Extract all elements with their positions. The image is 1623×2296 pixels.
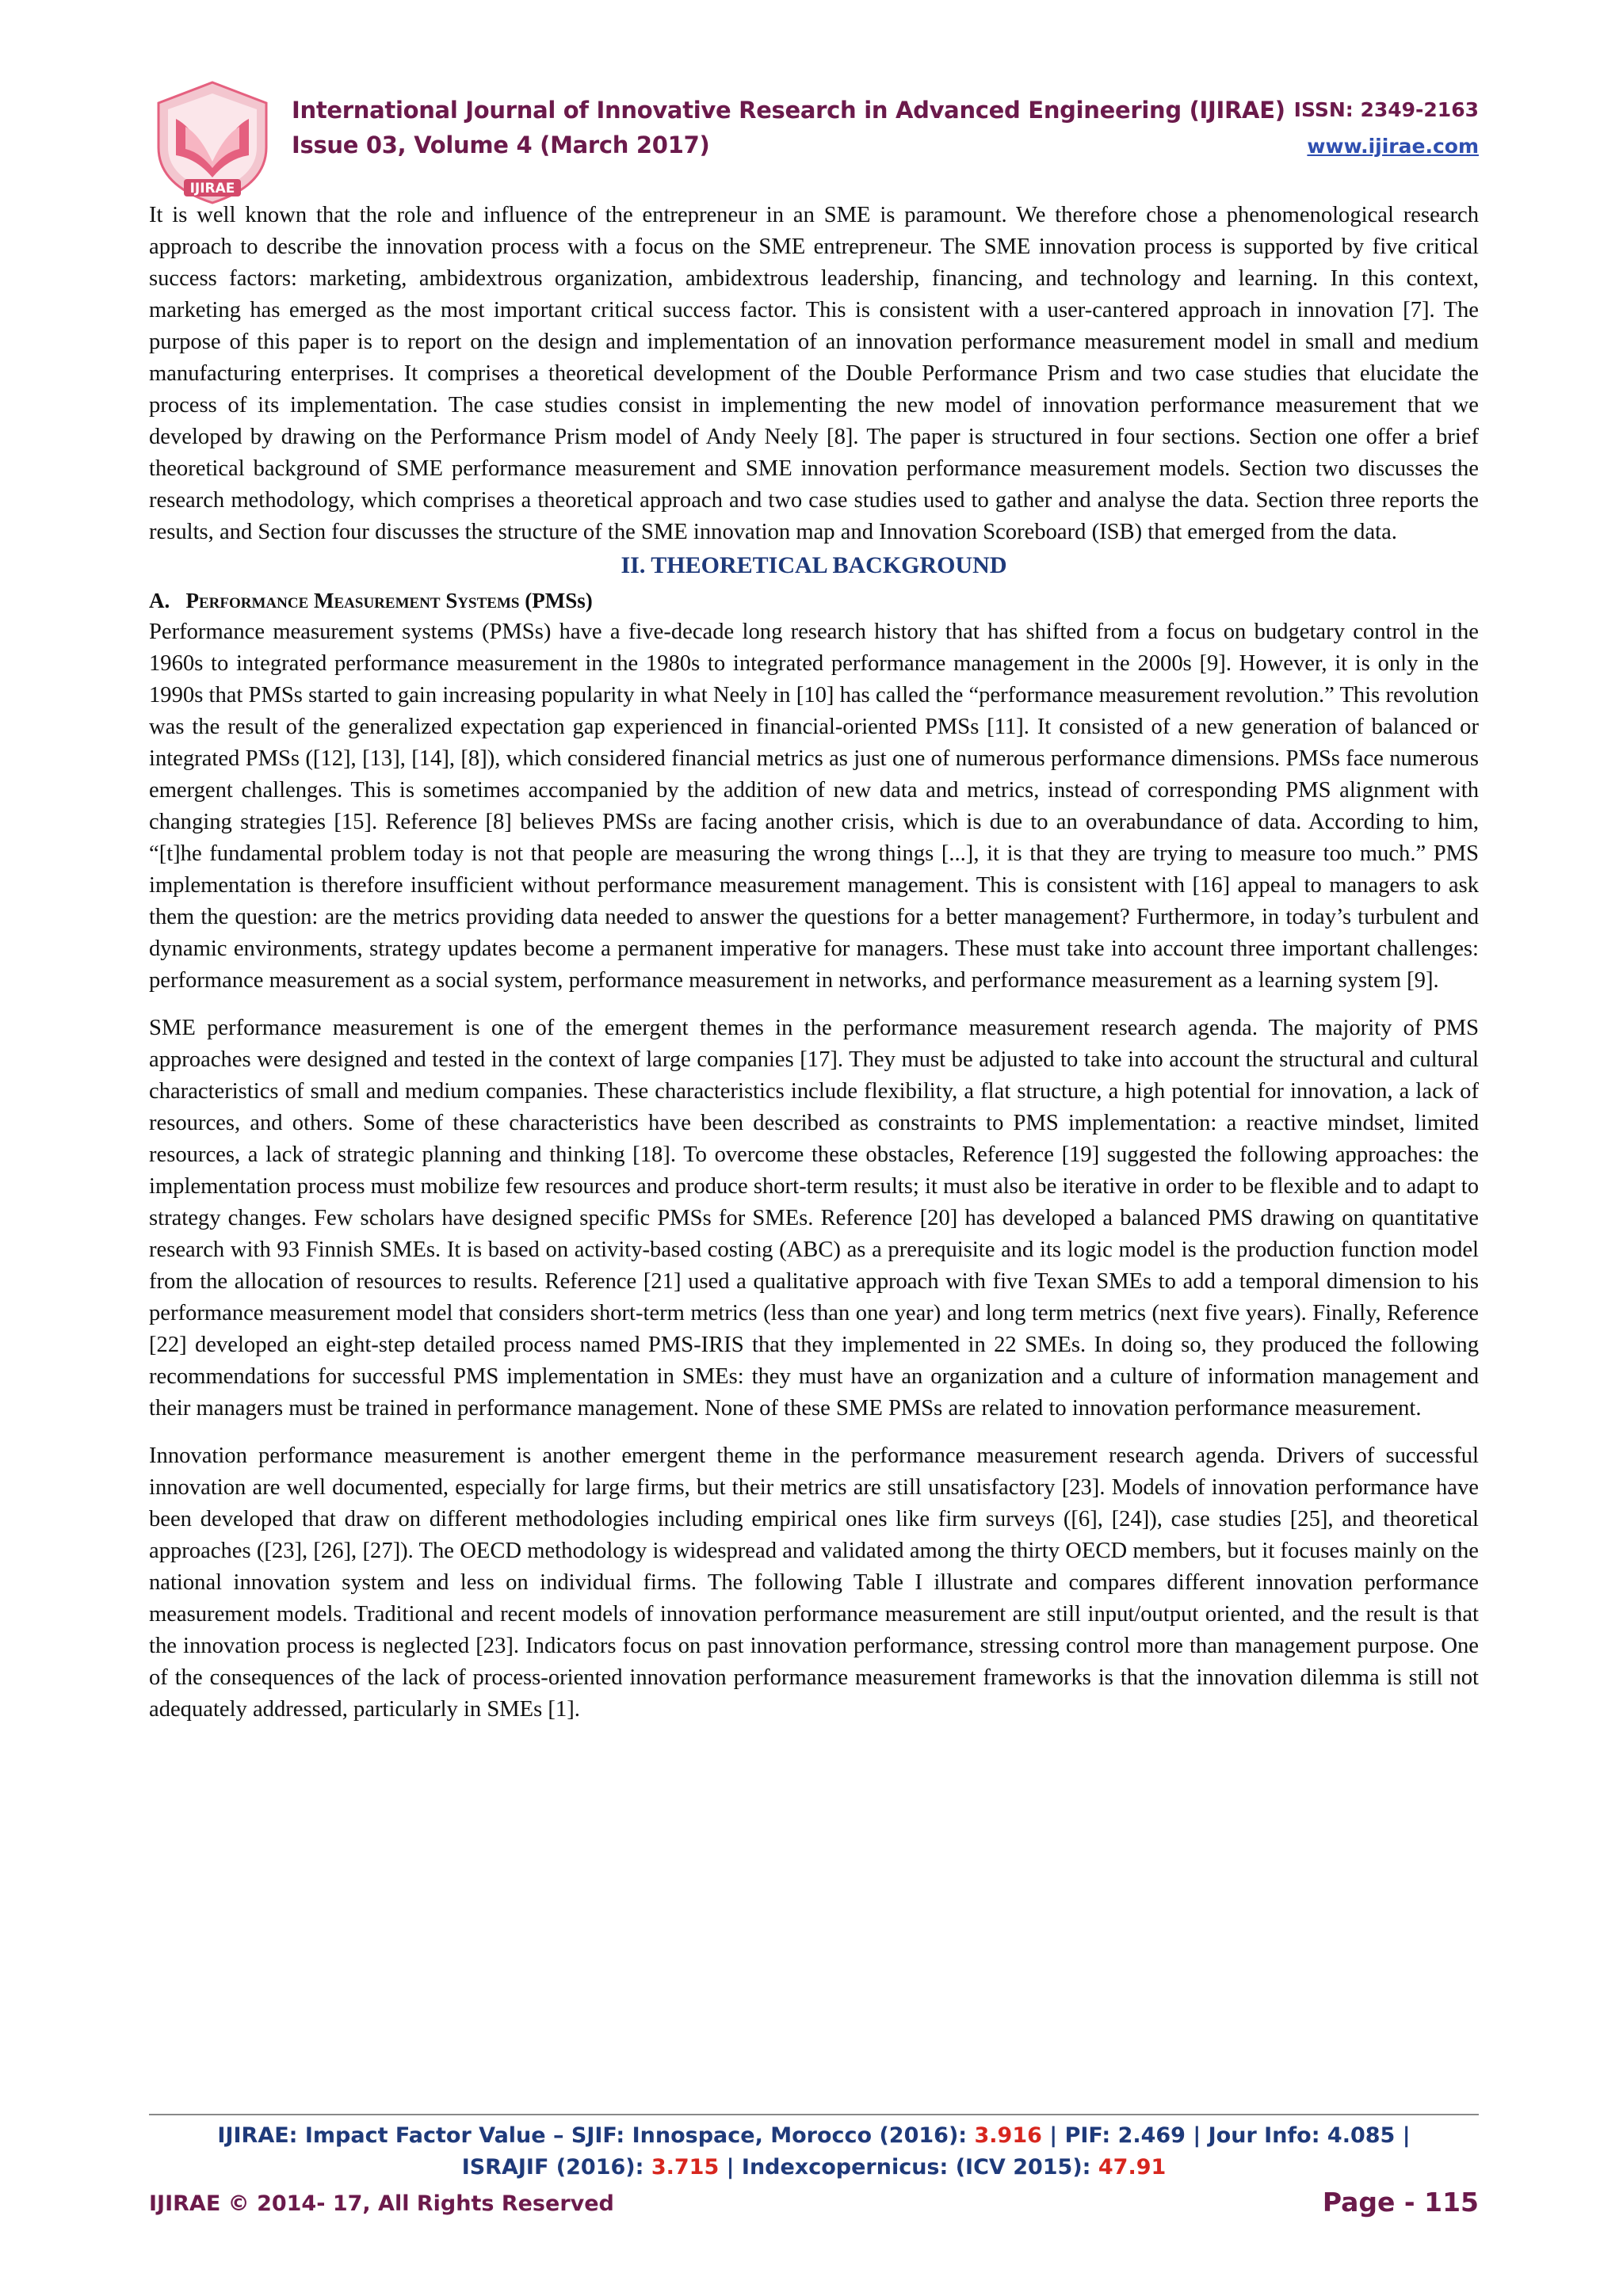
issue-info: Issue 03, Volume 4 (March 2017) bbox=[292, 132, 710, 158]
page-header bbox=[149, 79, 1480, 206]
page-number-value: 115 bbox=[1424, 2187, 1479, 2218]
icv-text: | Indexcopernicus: (ICV 2015): bbox=[719, 2155, 1098, 2180]
article-body bbox=[149, 200, 1479, 1726]
footer-index-line bbox=[149, 2155, 1479, 2180]
intro-paragraph: It is well known that the role and influence of the entrepreneur in an SME is paramount. We therefore chose a phenomenological research approach to describe the innovation process with a focus on the SME entrepreneur. The SME innovation process is supported by five critical success factors: marketing, ambidextrous organization, ambidextrous leadership, financing, and technology and learning. In this context, marketing has emerged as the most important critical success factor. This is consistent with a user-cantered approach in innovation [7]. The purpose of this paper is to report on the design and implementation of an innovation performance measurement model in small and medium manufacturing enterprises. It comprises a theoretical development of the Double Performance Prism and two case studies that elucidate the process of its implementation. The case studies consist in implementing the new model of innovation performance measurement that we developed by drawing on the Performance Prism model of Andy Neely [8]. The paper is structured in four sections. Section one offer a brief theoretical background of SME performance measurement and SME innovation performance measurement models. Section two discusses the research methodology, which comprises a theoretical approach and two case studies used to gather and analyse the data. Section three reports the results, and Section four discusses the structure of the SME innovation map and Innovation Scoreboard (ISB) that emerged from the data. bbox=[149, 203, 1479, 544]
sjif-value: 3.916 bbox=[974, 2123, 1042, 2148]
subsection-heading bbox=[149, 585, 1479, 616]
subsection-label: A. bbox=[149, 589, 170, 612]
paragraph-innovation: Innovation performance measurement is another emergent theme in the performance measurement research agenda. Drivers of successful innovation are well documented, especially for large firms, but their metrics are still unsatisfactory [23]. Models of innovation performance have been developed that draw on different methodologies including empirical ones like firm surveys ([6], [24]), case studies [25], and theoretical approaches ([23], [26], [27]). The OECD methodology is widespread and validated among the thirty OECD members, but it focuses mainly on the national innovation system and less on individual firms. The following Table I illustrate and compares different innovation performance measurement models. Traditional and recent models of innovation performance measurement are still input/output oriented, and the result is that the innovation process is neglected [23]. Indicators focus on past innovation performance, stressing control more than management purpose. One of the consequences of the lack of process-oriented innovation performance measurement frameworks is that the innovation dilemma is still not adequately addressed, particularly in SMEs [1]. bbox=[149, 1444, 1479, 1722]
logo-wordmark: IJIRAE bbox=[189, 181, 235, 196]
paragraph-sme: SME performance measurement is one of the emergent themes in the performance measurement research agenda. The majority of PMS approaches were designed and tested in the context of large companies [17]. They must be adjusted to take into account the structural and cultural characteristics of small and medium companies. These characteristics include flexibility, a flat structure, a high potential for innovation, a lack of resources, and others. Some of these characteristics have been described as constraints to PMS implementation: a reactive mindset, limited resources, a lack of strategic planning and thinking [18]. To overcome these obstacles, Reference [19] suggested the following approaches: the implementation process must mobilize few resources and produce short-term results; it must also be iterative in order to be flexible and to adapt to strategy changes. Few scholars have designed specific PMSs for SMEs. Reference [20] has developed a balanced PMS drawing on quantitative research with 93 Finnish SMEs. It is based on activity-based costing (ABC) as a prerequisite and its logic model is the production function model from the allocation of resources to results. Reference [21] used a qualitative approach with five Texan SMEs to add a temporal dimension to his performance measurement model that considers short-term metrics (less than one year) and long term metrics (next five years). Finally, Reference [22] developed an eight-step detailed process named PMS-IRIS that they implemented in 22 SMEs. In doing so, they produced the following recommendations for successful PMS implementation in SMEs: they must have an organization and a culture of information management and their managers must be trained in performance management. None of these SME PMSs are related to innovation performance measurement. bbox=[149, 1016, 1479, 1421]
paragraph-pms: Performance measurement systems (PMSs) have a five-decade long research history that has shifted from a focus on budgetary control in the 1960s to integrated performance measurement in the 1980s to integrated performance management in the 2000s [9]. However, it is only in the 1990s that PMSs started to gain increasing popularity in what Neely in [10] has called the “performance measurement revolution.” This revolution was the result of the generalized expectation gap experienced in financial-oriented PMSs [11]. It consisted of a new generation of balanced or integrated PMSs ([12], [13], [14], [8]), which considered financial metrics as just one of numerous performance dimensions. PMSs face numerous emergent challenges. This is sometimes accompanied by the addition of new data and metrics, instead of corresponding PMS alignment with changing strategies [15]. Reference [8] believes PMSs are facing another crisis, which is due to an overabundance of data. According to him, “[t]he fundamental problem today is not that people are measuring the wrong things [...], it is that they are trying to measure too much.” PMS implementation is therefore insufficient without performance measurement management. This is consistent with [16] appeal to managers to ask them the question: are the metrics providing data needed to answer the questions for a better management? Furthermore, in today’s turbulent and dynamic environments, strategy updates become a permanent imperative for managers. These must take into account three important challenges: performance measurement as a social system, performance measurement in networks, and performance measurement as a learning system [9]. bbox=[149, 620, 1479, 993]
journal-website-link[interactable]: www.ijirae.com bbox=[1307, 135, 1479, 158]
israjif-prefix: ISRAJIF (2016): bbox=[461, 2155, 651, 2180]
journal-logo bbox=[149, 79, 276, 206]
section-heading: II. THEORETICAL BACKGROUND bbox=[621, 552, 1007, 578]
impact-prefix: IJIRAE: Impact Factor Value – SJIF: Innospace, Morocco (2016): bbox=[217, 2123, 975, 2148]
subsection-abbrev: (PMSs) bbox=[525, 589, 593, 612]
footer-impact-line bbox=[149, 2123, 1479, 2148]
page-label: Page - bbox=[1322, 2187, 1425, 2218]
copyright: IJIRAE © 2014- 17, All Rights Reserved bbox=[149, 2191, 614, 2216]
page-number bbox=[1323, 2187, 1479, 2218]
israjif-value: 3.715 bbox=[651, 2155, 720, 2180]
icv-value: 47.91 bbox=[1098, 2155, 1167, 2180]
issn: ISSN: 2349-2163 bbox=[1293, 98, 1479, 121]
pif-text: | PIF: 2.469 | Jour Info: 4.085 | bbox=[1041, 2123, 1411, 2148]
subsection-title: Performance Measurement Systems bbox=[185, 589, 520, 612]
footer-divider bbox=[149, 2114, 1479, 2115]
journal-title: International Journal of Innovative Research in Advanced Engineering (IJIRAE) bbox=[292, 97, 1285, 124]
